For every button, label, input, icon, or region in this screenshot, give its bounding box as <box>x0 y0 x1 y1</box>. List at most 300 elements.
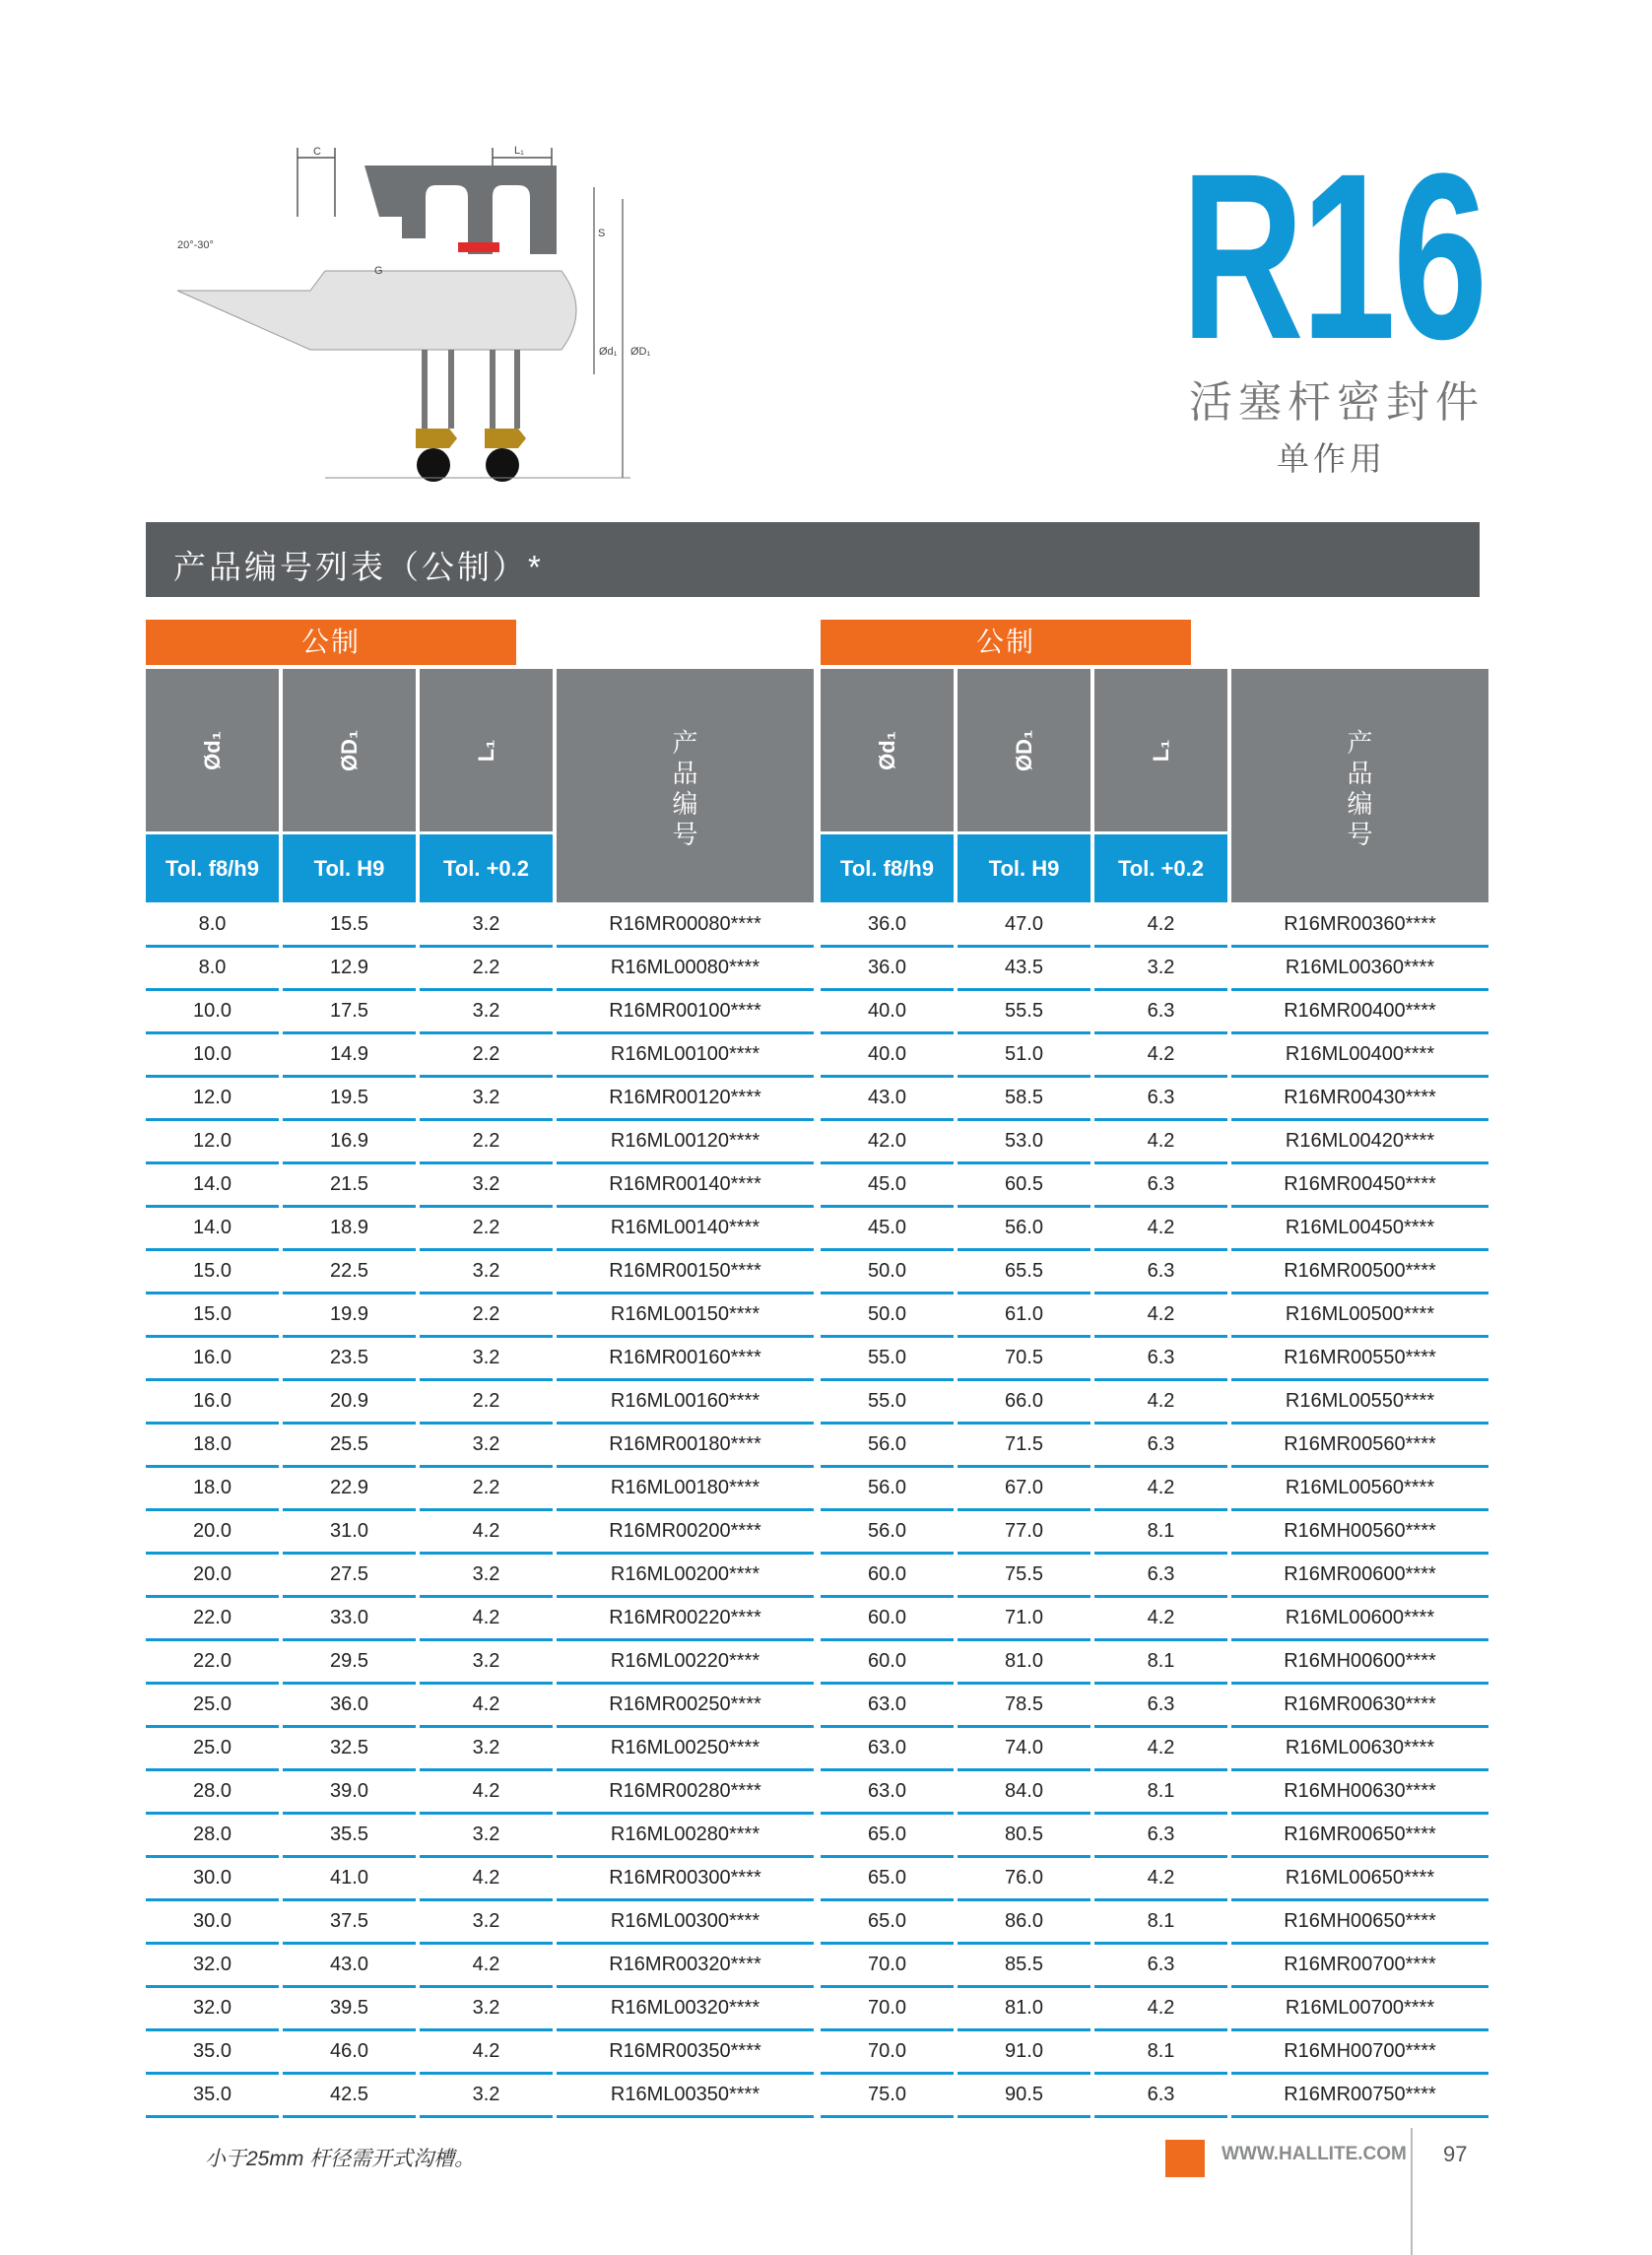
table-cell: 4.2 <box>420 1858 553 1901</box>
angle-label: 20°-30° <box>177 239 214 251</box>
column-header <box>821 669 954 831</box>
table-cell: 10.0 <box>146 991 279 1034</box>
table-cell: R16MR00280**** <box>557 1771 814 1815</box>
table-row <box>146 1381 814 1425</box>
table-row <box>146 1988 814 2031</box>
table-cell: R16MH00630**** <box>1231 1771 1488 1815</box>
section-title: 产品编号列表（公制）* <box>173 549 544 585</box>
table-row <box>146 1858 814 1901</box>
table-cell: 76.0 <box>958 1858 1090 1901</box>
table-cell: 36.0 <box>821 948 954 991</box>
table-row <box>146 1078 814 1121</box>
table-cell: 58.5 <box>958 1078 1090 1121</box>
table-cell: 4.2 <box>420 1685 553 1728</box>
table-cell: R16MR00350**** <box>557 2031 814 2075</box>
table-cell: 6.3 <box>1094 1815 1227 1858</box>
table-cell: 37.5 <box>283 1901 416 1945</box>
table-cell: 3.2 <box>420 1338 553 1381</box>
table-cell: R16MR00160**** <box>557 1338 814 1381</box>
table-cell: R16MR00630**** <box>1231 1685 1488 1728</box>
table-cell: R16MH00650**** <box>1231 1901 1488 1945</box>
table-cell: 36.0 <box>821 904 954 948</box>
table-cell: 3.2 <box>420 1815 553 1858</box>
product-table-right <box>821 620 1488 2118</box>
table-cell: R16MR00100**** <box>557 991 814 1034</box>
table-cell: 33.0 <box>283 1598 416 1641</box>
table-cell: R16MR00560**** <box>1231 1425 1488 1468</box>
product-subtitle: 单作用 <box>1277 440 1386 477</box>
table-row <box>146 1598 814 1641</box>
metric-group-label: 公制 <box>821 620 1191 665</box>
r1-label: r₁ <box>439 211 446 222</box>
table-cell: 56.0 <box>821 1511 954 1555</box>
table-row <box>821 948 1488 991</box>
table-cell: 8.1 <box>1094 2031 1227 2075</box>
table-cell: 81.0 <box>958 1988 1090 2031</box>
table-cell: 27.5 <box>283 1555 416 1598</box>
table-row <box>821 1034 1488 1078</box>
table-row <box>146 1815 814 1858</box>
table-cell: 41.0 <box>283 1858 416 1901</box>
table-cell: 90.5 <box>958 2075 1090 2118</box>
table-row <box>821 1901 1488 1945</box>
table-cell: R16MR00200**** <box>557 1511 814 1555</box>
table-cell: R16MR00430**** <box>1231 1078 1488 1121</box>
table-cell: 43.0 <box>821 1078 954 1121</box>
table-cell: 67.0 <box>958 1468 1090 1511</box>
table-cell: 19.9 <box>283 1294 416 1338</box>
table-cell: 4.2 <box>420 1945 553 1988</box>
table-cell: 3.2 <box>420 1641 553 1685</box>
table-cell: 66.0 <box>958 1381 1090 1425</box>
table-cell: R16ML00220**** <box>557 1641 814 1685</box>
table-cell: 4.2 <box>1094 1208 1227 1251</box>
column-header-label: 产品编号 <box>672 728 698 849</box>
table-cell: 3.2 <box>420 1728 553 1771</box>
column-header <box>958 669 1090 831</box>
table-cell: R16ML00400**** <box>1231 1034 1488 1078</box>
table-cell: R16ML00560**** <box>1231 1468 1488 1511</box>
table-row <box>146 1208 814 1251</box>
table-row <box>146 1294 814 1338</box>
table-cell: 3.2 <box>420 1988 553 2031</box>
table-cell: 22.9 <box>283 1468 416 1511</box>
table-row <box>821 1078 1488 1121</box>
table-cell: 15.5 <box>283 904 416 948</box>
table-row <box>146 1425 814 1468</box>
seal-cross-section-diagram <box>167 138 680 502</box>
table-cell: 18.9 <box>283 1208 416 1251</box>
table-cell: 8.1 <box>1094 1901 1227 1945</box>
table-cell: 63.0 <box>821 1771 954 1815</box>
table-row <box>821 1728 1488 1771</box>
table-row <box>821 1858 1488 1901</box>
table-cell: 40.0 <box>821 1034 954 1078</box>
table-row <box>821 1641 1488 1685</box>
table-cell: 63.0 <box>821 1728 954 1771</box>
table-cell: R16MR00700**** <box>1231 1945 1488 1988</box>
footer-divider <box>1411 2128 1413 2255</box>
table-cell: 46.0 <box>283 2031 416 2075</box>
table-cell: 4.2 <box>1094 1294 1227 1338</box>
table-cell: 50.0 <box>821 1251 954 1294</box>
table-cell: R16ML00300**** <box>557 1901 814 1945</box>
table-cell: 12.0 <box>146 1078 279 1121</box>
table-cell: 91.0 <box>958 2031 1090 2075</box>
table-row <box>821 1294 1488 1338</box>
table-row <box>146 1771 814 1815</box>
website-link[interactable]: WWW.HALLITE.COM <box>1222 2144 1407 2164</box>
table-cell: 60.0 <box>821 1598 954 1641</box>
table-cell: 75.0 <box>821 2075 954 2118</box>
table-cell: 50.0 <box>821 1294 954 1338</box>
table-row <box>821 1815 1488 1858</box>
table-cell: 4.2 <box>1094 1034 1227 1078</box>
table-cell: R16MR00220**** <box>557 1598 814 1641</box>
hallite-logo-icon <box>1165 2140 1205 2177</box>
table-cell: 16.0 <box>146 1381 279 1425</box>
table-cell: 39.5 <box>283 1988 416 2031</box>
table-cell: R16MR00650**** <box>1231 1815 1488 1858</box>
table-cell: 18.0 <box>146 1425 279 1468</box>
g-label: G <box>374 265 383 277</box>
table-cell: 2.2 <box>420 1208 553 1251</box>
table-row <box>146 904 814 948</box>
table-cell: R16MR00320**** <box>557 1945 814 1988</box>
table-row <box>821 991 1488 1034</box>
table-row <box>821 904 1488 948</box>
table-cell: 42.0 <box>821 1121 954 1164</box>
table-cell: 30.0 <box>146 1858 279 1901</box>
table-cell: R16ML00200**** <box>557 1555 814 1598</box>
table-cell: 65.0 <box>821 1901 954 1945</box>
column-header-label: L₁ <box>1148 739 1173 762</box>
table-cell: 55.0 <box>821 1338 954 1381</box>
table-row <box>821 1251 1488 1294</box>
table-row <box>146 1685 814 1728</box>
column-header-part-number <box>557 669 814 902</box>
table-cell: 15.0 <box>146 1294 279 1338</box>
section-header <box>146 522 1480 597</box>
table-cell: 32.5 <box>283 1728 416 1771</box>
table-cell: 6.3 <box>1094 1164 1227 1208</box>
table-row <box>146 1251 814 1294</box>
dim-l1-label: L₁ <box>514 145 524 157</box>
table-cell: 81.0 <box>958 1641 1090 1685</box>
table-cell: 28.0 <box>146 1771 279 1815</box>
table-cell: R16ML00120**** <box>557 1121 814 1164</box>
table-cell: 40.0 <box>821 991 954 1034</box>
table-cell: 17.5 <box>283 991 416 1034</box>
table-cell: 25.5 <box>283 1425 416 1468</box>
table-cell: 6.3 <box>1094 1425 1227 1468</box>
table-cell: 4.2 <box>1094 1598 1227 1641</box>
table-row <box>821 2075 1488 2118</box>
table-cell: 8.1 <box>1094 1771 1227 1815</box>
table-row <box>146 1034 814 1078</box>
table-cell: 3.2 <box>420 1164 553 1208</box>
table-cell: 63.0 <box>821 1685 954 1728</box>
table-cell: 32.0 <box>146 1945 279 1988</box>
d1-label: Ød₁ <box>599 346 618 358</box>
column-header <box>420 669 553 831</box>
table-cell: 4.2 <box>1094 1988 1227 2031</box>
table-cell: 4.2 <box>1094 1728 1227 1771</box>
table-cell: R16MR00360**** <box>1231 904 1488 948</box>
tolerance-label: Tol. f8/h9 <box>821 834 954 902</box>
table-cell: R16MR00500**** <box>1231 1251 1488 1294</box>
table-cell: 84.0 <box>958 1771 1090 1815</box>
table-cell: 32.0 <box>146 1988 279 2031</box>
table-cell: 14.0 <box>146 1164 279 1208</box>
table-cell: 20.0 <box>146 1555 279 1598</box>
table-cell: R16ML00500**** <box>1231 1294 1488 1338</box>
table-cell: R16ML00550**** <box>1231 1381 1488 1425</box>
table-cell: 4.2 <box>420 2031 553 2075</box>
column-header-part-number <box>1231 669 1488 902</box>
table-cell: 4.2 <box>1094 1858 1227 1901</box>
table-cell: 35.5 <box>283 1815 416 1858</box>
table-row <box>821 1598 1488 1641</box>
D1-label: ØD₁ <box>630 346 651 358</box>
table-cell: 6.3 <box>1094 1251 1227 1294</box>
table-cell: R16ML00630**** <box>1231 1728 1488 1771</box>
table-cell: 71.5 <box>958 1425 1090 1468</box>
page-number: 97 <box>1443 2142 1468 2166</box>
table-cell: 2.2 <box>420 1381 553 1425</box>
table-cell: 6.3 <box>1094 1338 1227 1381</box>
table-cell: R16ML00150**** <box>557 1294 814 1338</box>
table-cell: 8.0 <box>146 948 279 991</box>
table-row <box>146 1728 814 1771</box>
table-row <box>146 1338 814 1381</box>
table-cell: 28.0 <box>146 1815 279 1858</box>
table-cell: 30.0 <box>146 1901 279 1945</box>
table-cell: 2.2 <box>420 1121 553 1164</box>
table-cell: R16MR00400**** <box>1231 991 1488 1034</box>
table-cell: 43.0 <box>283 1945 416 1988</box>
table-cell: R16ML00080**** <box>557 948 814 991</box>
table-cell: 6.3 <box>1094 1945 1227 1988</box>
table-cell: R16ML00600**** <box>1231 1598 1488 1641</box>
column-header-label: Ød₁ <box>874 730 899 770</box>
table-row <box>146 1164 814 1208</box>
table-cell: R16MR00180**** <box>557 1425 814 1468</box>
table-cell: 2.2 <box>420 1034 553 1078</box>
table-row <box>146 1641 814 1685</box>
table-cell: 3.2 <box>420 991 553 1034</box>
table-cell: 6.3 <box>1094 1555 1227 1598</box>
table-cell: 14.9 <box>283 1034 416 1078</box>
table-row <box>821 1381 1488 1425</box>
table-cell: 3.2 <box>420 1078 553 1121</box>
table-cell: 6.3 <box>1094 1685 1227 1728</box>
table-cell: 15.0 <box>146 1251 279 1294</box>
column-header-label: L₁ <box>473 739 498 762</box>
table-cell: 70.0 <box>821 2031 954 2075</box>
table-cell: 60.5 <box>958 1164 1090 1208</box>
table-cell: 65.0 <box>821 1815 954 1858</box>
table-row <box>146 1901 814 1945</box>
tolerance-label: Tol. H9 <box>283 834 416 902</box>
column-header-label: ØD₁ <box>336 729 362 771</box>
table-cell: R16ML00320**** <box>557 1988 814 2031</box>
table-cell: 74.0 <box>958 1728 1090 1771</box>
table-row <box>146 948 814 991</box>
table-cell: 4.2 <box>1094 1468 1227 1511</box>
table-row <box>146 2075 814 2118</box>
table-cell: 51.0 <box>958 1034 1090 1078</box>
table-cell: 8.1 <box>1094 1641 1227 1685</box>
table-cell: 53.0 <box>958 1121 1090 1164</box>
table-row <box>821 1685 1488 1728</box>
table-row <box>146 1511 814 1555</box>
table-cell: 8.1 <box>1094 1511 1227 1555</box>
table-row <box>821 1425 1488 1468</box>
table-cell: R16MR00300**** <box>557 1858 814 1901</box>
table-cell: R16ML00420**** <box>1231 1121 1488 1164</box>
table-cell: R16MR00550**** <box>1231 1338 1488 1381</box>
tolerance-label: Tol. f8/h9 <box>146 834 279 902</box>
table-cell: R16ML00650**** <box>1231 1858 1488 1901</box>
table-cell: 56.0 <box>821 1425 954 1468</box>
table-cell: R16ML00250**** <box>557 1728 814 1771</box>
table-cell: 2.2 <box>420 1294 553 1338</box>
column-header-label: 产品编号 <box>1347 728 1373 849</box>
column-header-label: ØD₁ <box>1011 729 1036 771</box>
column-header <box>283 669 416 831</box>
table-row <box>146 1468 814 1511</box>
table-cell: R16MR00750**** <box>1231 2075 1488 2118</box>
table-cell: 55.0 <box>821 1381 954 1425</box>
table-cell: 61.0 <box>958 1294 1090 1338</box>
table-cell: 22.0 <box>146 1598 279 1641</box>
tolerance-label: Tol. +0.2 <box>420 834 553 902</box>
table-cell: 39.0 <box>283 1771 416 1815</box>
table-cell: 86.0 <box>958 1901 1090 1945</box>
s-label: S <box>598 228 606 239</box>
table-row <box>821 1771 1488 1815</box>
table-cell: 6.3 <box>1094 991 1227 1034</box>
table-cell: 43.5 <box>958 948 1090 991</box>
table-cell: 75.5 <box>958 1555 1090 1598</box>
table-cell: R16ML00140**** <box>557 1208 814 1251</box>
product-name: 活塞杆密封件 <box>1189 378 1485 427</box>
column-header <box>1094 669 1227 831</box>
table-row <box>146 991 814 1034</box>
table-row <box>821 1121 1488 1164</box>
table-cell: R16MH00560**** <box>1231 1511 1488 1555</box>
table-cell: 35.0 <box>146 2075 279 2118</box>
table-cell: R16ML00700**** <box>1231 1988 1488 2031</box>
table-cell: R16MH00700**** <box>1231 2031 1488 2075</box>
table-cell: 3.2 <box>420 1425 553 1468</box>
table-cell: 10.0 <box>146 1034 279 1078</box>
table-cell: 22.5 <box>283 1251 416 1294</box>
table-row <box>146 1945 814 1988</box>
table-row <box>821 1555 1488 1598</box>
table-cell: 71.0 <box>958 1598 1090 1641</box>
table-cell: 20.0 <box>146 1511 279 1555</box>
table-cell: R16MR00150**** <box>557 1251 814 1294</box>
table-cell: 4.2 <box>420 1771 553 1815</box>
table-cell: 3.2 <box>420 1555 553 1598</box>
tolerance-label: Tol. +0.2 <box>1094 834 1227 902</box>
table-cell: 85.5 <box>958 1945 1090 1988</box>
table-cell: 21.5 <box>283 1164 416 1208</box>
product-code-title: R16 <box>1180 124 1485 388</box>
table-cell: 78.5 <box>958 1685 1090 1728</box>
table-row <box>821 1164 1488 1208</box>
table-cell: R16MR00140**** <box>557 1164 814 1208</box>
table-row <box>821 1208 1488 1251</box>
table-cell: 2.2 <box>420 1468 553 1511</box>
table-cell: 77.0 <box>958 1511 1090 1555</box>
table-cell: R16ML00360**** <box>1231 948 1488 991</box>
tolerance-label: Tol. H9 <box>958 834 1090 902</box>
table-cell: 4.2 <box>1094 1121 1227 1164</box>
table-cell: 25.0 <box>146 1685 279 1728</box>
table-cell: 42.5 <box>283 2075 416 2118</box>
table-cell: 4.2 <box>1094 904 1227 948</box>
table-cell: 3.2 <box>420 2075 553 2118</box>
table-cell: 45.0 <box>821 1208 954 1251</box>
table-cell: 56.0 <box>958 1208 1090 1251</box>
table-cell: R16MH00600**** <box>1231 1641 1488 1685</box>
table-row <box>146 1121 814 1164</box>
table-cell: 6.3 <box>1094 2075 1227 2118</box>
footnote: 小于25mm 杆径需开式沟槽。 <box>205 2148 476 2170</box>
table-cell: 4.2 <box>420 1511 553 1555</box>
table-cell: 47.0 <box>958 904 1090 948</box>
dim-c-label: C <box>313 146 321 158</box>
table-cell: 45.0 <box>821 1164 954 1208</box>
table-row <box>821 1468 1488 1511</box>
product-table-left <box>146 620 814 2118</box>
table-cell: R16ML00160**** <box>557 1381 814 1425</box>
table-row <box>821 2031 1488 2075</box>
table-cell: 65.5 <box>958 1251 1090 1294</box>
table-cell: R16MR00080**** <box>557 904 814 948</box>
table-header <box>146 669 814 902</box>
table-cell: R16MR00450**** <box>1231 1164 1488 1208</box>
table-cell: 19.5 <box>283 1078 416 1121</box>
table-cell: 55.5 <box>958 991 1090 1034</box>
table-cell: 80.5 <box>958 1815 1090 1858</box>
column-header <box>146 669 279 831</box>
table-cell: R16ML00280**** <box>557 1815 814 1858</box>
table-cell: 70.0 <box>821 1945 954 1988</box>
table-cell: 60.0 <box>821 1555 954 1598</box>
column-header-label: Ød₁ <box>199 730 225 770</box>
table-row <box>146 1555 814 1598</box>
table-cell: R16ML00350**** <box>557 2075 814 2118</box>
table-cell: 16.9 <box>283 1121 416 1164</box>
table-cell: 12.0 <box>146 1121 279 1164</box>
table-cell: R16ML00180**** <box>557 1468 814 1511</box>
table-cell: 8.0 <box>146 904 279 948</box>
table-cell: 65.0 <box>821 1858 954 1901</box>
table-cell: 4.2 <box>420 1598 553 1641</box>
table-cell: 31.0 <box>283 1511 416 1555</box>
table-cell: R16MR00250**** <box>557 1685 814 1728</box>
table-cell: 25.0 <box>146 1728 279 1771</box>
table-row <box>821 1945 1488 1988</box>
table-cell: 22.0 <box>146 1641 279 1685</box>
table-row <box>821 1511 1488 1555</box>
table-cell: 35.0 <box>146 2031 279 2075</box>
table-cell: R16ML00450**** <box>1231 1208 1488 1251</box>
